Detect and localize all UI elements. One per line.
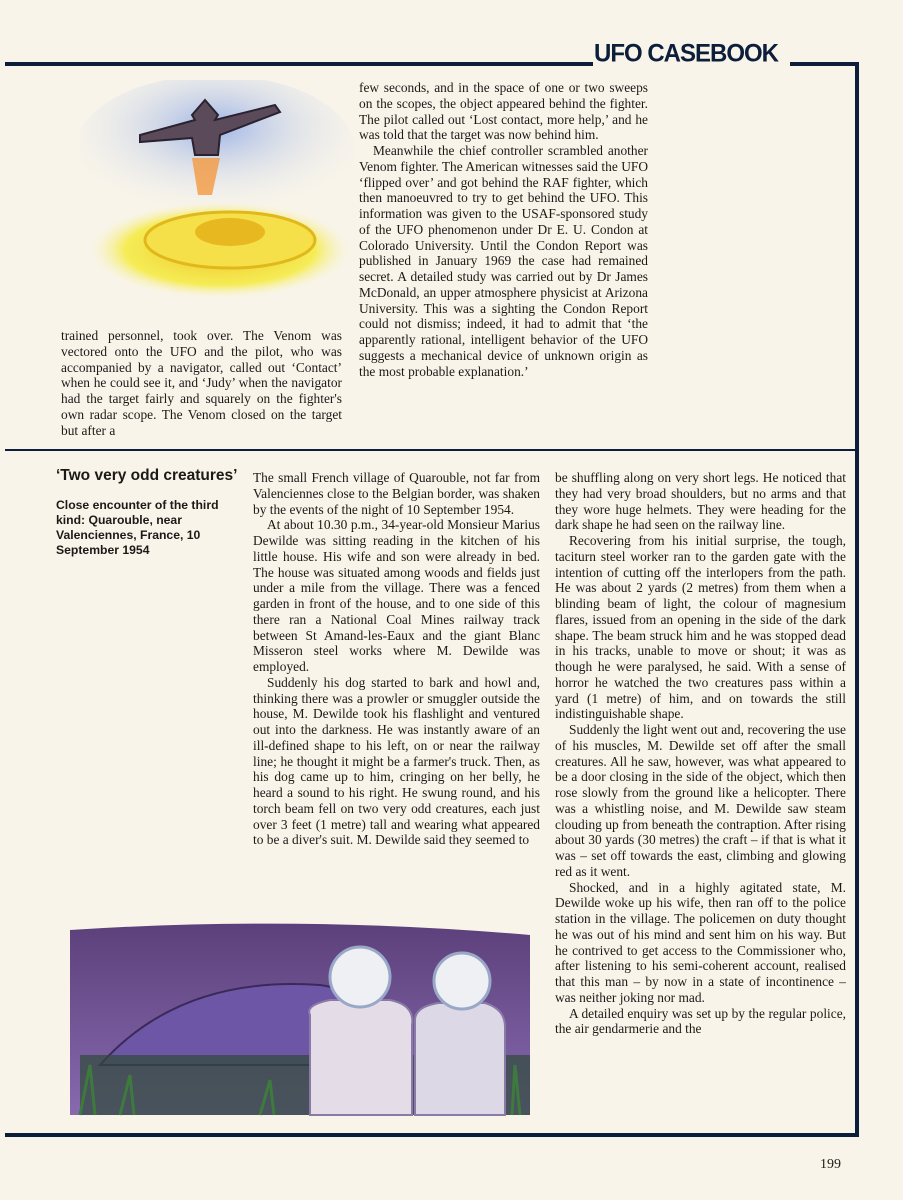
illustration-jet-and-ufo bbox=[80, 80, 355, 320]
paragraph: trained personnel, took over. The Venom was vectored onto the UFO and the pilot, who was accompanied by a navigator, called out ‘Contact’ when he could see it, and ‘Judy’ when the navigator had the target fairly and squarely on the fighter's own radar scope. The Venom closed on the target but after a bbox=[61, 328, 342, 438]
bottom-rule bbox=[5, 1133, 859, 1137]
ufo-dome bbox=[195, 218, 265, 246]
paragraph: Suddenly the light went out and, recovering the use of his muscles, M. Dewilde set off after the small creatures. All he saw, however, was what appeared to be a door closing in the side of the object, which then rose slowly from the ground like a helicopter. There was a whistling noise, and M. Dewilde saw steam clouding up from beneath the contraption. After rising about 30 yards (30 metres) the craft – if that is what it was – set off towards the east, climbing and glowing red as it went. bbox=[555, 722, 846, 879]
header-rule bbox=[5, 62, 593, 66]
paragraph: Shocked, and in a highly agitated state, M. Dewilde woke up his wife, then ran off to the police station in the village. The policemen on duty thought he was out of his mind and sent him on his way. But he contrived to get access to the Commissioner who, after listening to his semi-coherent account, realised that this man – by now in a state of incontinence – was neither joking nor mad. bbox=[555, 879, 846, 1005]
header-rule-right bbox=[790, 62, 858, 66]
frame-right-border bbox=[855, 62, 859, 1136]
paragraph: A detailed enquiry was set up by the regular police, the air gendarmerie and the bbox=[555, 1005, 846, 1037]
sidebar bbox=[56, 467, 240, 558]
article-right-column bbox=[555, 470, 846, 1037]
top-right-column bbox=[359, 80, 648, 379]
paragraph: The small French village of Quarouble, not far from Valenciennes close to the Belgian border, was shaken by the events of the night of 10 September 1954. bbox=[253, 470, 540, 517]
paragraph: Recovering from his initial surprise, the tough, taciturn steel worker ran to the garden gate with the intention of cutting off the interlopers from the path. He was about 2 yards (2 metres) from them when a blinding beam of light, the colour of magnesium flares, issued from an opening in the side of the dark shape. The beam struck him and he was stopped dead in his tracks, unable to move or shout; it was as though he were paralysed, he said. With a sense of horror he watched the two creatures pass within a yard (1 metre) of him, and on towards the still indistinguishable shape. bbox=[555, 533, 846, 722]
illustration-creatures bbox=[60, 915, 545, 1130]
section-title: UFO CASEBOOK bbox=[594, 39, 779, 68]
sidebar-title: ‘Two very odd creatures’ bbox=[56, 467, 238, 484]
paragraph: Suddenly his dog started to bark and howl and, thinking there was a prowler or smuggler outside the house, M. Dewilde took his flashlight and ventured out into the darkness. He was instantly aware of an ill-defined shape to his left, on or near the railway line; he thought it might be a farmer's truck. Then, as his dog came up to him, cringing on her belly, he heard a sound to his right. He swung round, and his torch beam fell on two very odd creatures, each just over 3 feet (1 metre) tall and wearing what appeared to be a diver's suit. M. Dewilde said they seemed to bbox=[253, 674, 540, 848]
section-divider bbox=[5, 449, 857, 451]
page-number: 199 bbox=[820, 1157, 841, 1172]
sidebar-subtitle: Close encounter of the third kind: Quarouble, near Valenciennes, France, 10 September 1954 bbox=[56, 498, 219, 557]
paragraph: At about 10.30 p.m., 34-year-old Monsieur Marius Dewilde was sitting reading in the kitchen of his little house. His wife and son were already in bed. The house was situated among woods and fields just under a mile from the village. There was a fenced garden in front of the house, and to one side of this there ran a National Coal Mines railway track between St Amand-les-Eaux and the giant Blanc Misseron steel works where M. Dewilde was employed. bbox=[253, 517, 540, 674]
paragraph: be shuffling along on very short legs. He noticed that they had very broad shoulders, but no arms and that they wore huge helmets. They were heading for the dark shape he had seen on the railway line. bbox=[555, 470, 846, 533]
paragraph: Meanwhile the chief controller scrambled another Venom fighter. The American witnesses said the UFO ‘flipped over’ and got behind the RAF fighter, which then manoeuvred to try to get behind the UFO. This information was given to the USAF-sponsored study of the UFO phenomenon under Dr E. U. Condon at Colorado University. Until the Condon Report was published in January 1969 the case had remained secret. A detailed study was carried out by Dr James McDonald, an upper atmosphere physicist at Arizona University. This was a sighting the Condon Report could not dismiss; indeed, it had to admit that ‘the apparently rational, intelligent behavior of the UFO suggests a mechanical device of unknown origin as the most probable explanation.’ bbox=[359, 143, 648, 379]
article-middle-column bbox=[253, 470, 540, 848]
top-left-column bbox=[61, 328, 342, 438]
paragraph: few seconds, and in the space of one or two sweeps on the scopes, the object appeared behind the fighter. The pilot called out ‘Lost contact, more help,’ and he was told that the target was now behind him. bbox=[359, 80, 648, 143]
